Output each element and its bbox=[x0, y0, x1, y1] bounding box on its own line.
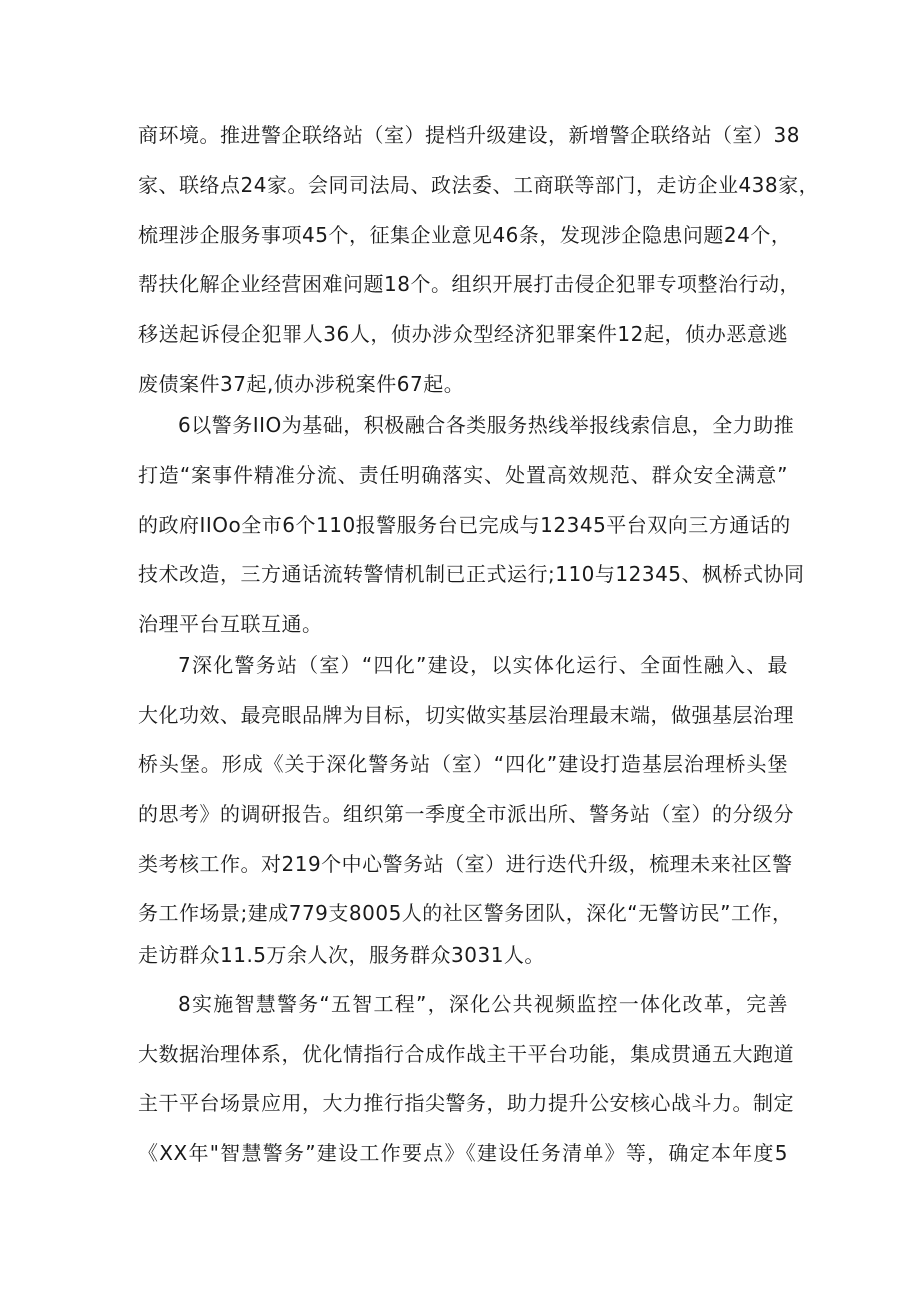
paragraph-line: 的思考》的调研报告。组织第一季度全市派出所、警务站（室）的分级分 bbox=[138, 802, 794, 826]
paragraph-line: 《XX年"智慧警务”建设工作要点》《建设任务清单》等，确定本年度5 bbox=[138, 1141, 788, 1165]
paragraph-line: 商环境。推进警企联络站（室）提档升级建设，新增警企联络站（室）38 bbox=[138, 123, 800, 147]
paragraph-line: 的政府IIOo全市6个110报警服务台已完成与12345平台双向三方通话的 bbox=[138, 513, 791, 537]
paragraph-line: 走访群众11.5万余人次，服务群众3031人。 bbox=[138, 943, 545, 967]
paragraph-line: 桥头堡。形成《关于深化警务站（室）“四化”建设打造基层治理桥头堡 bbox=[138, 752, 788, 776]
paragraph-line: 技术改造，三方通话流转警情机制已正式运行;110与12345、枫桥式协同 bbox=[138, 562, 805, 586]
paragraph-line: 8实施智慧警务“五智工程”，深化公共视频监控一体化改革，完善 bbox=[178, 992, 788, 1016]
paragraph-line: 移送起诉侵企犯罪人36人，侦办涉众型经济犯罪案件12起，侦办恶意逃 bbox=[138, 322, 788, 346]
paragraph-line: 治理平台互联互通。 bbox=[138, 612, 323, 636]
paragraph-line: 主干平台场景应用，大力推行指尖警务，助力提升公安核心战斗力。制定 bbox=[138, 1091, 794, 1115]
paragraph-line: 废债案件37起,侦办涉税案件67起。 bbox=[138, 372, 465, 396]
paragraph-line: 7深化警务站（室）“四化”建设，以实体化运行、全面性融入、最 bbox=[178, 653, 788, 677]
paragraph-line: 梳理涉企服务事项45个，征集企业意见46条，发现涉企隐患问题24个， bbox=[138, 223, 792, 247]
paragraph-line: 帮扶化解企业经营困难问题18个。组织开展打击侵企犯罪专项整治行动， bbox=[138, 272, 800, 296]
paragraph-line: 家、联络点24家。会同司法局、政法委、工商联等部门，走访企业438家， bbox=[138, 173, 820, 197]
paragraph-line: 6以警务IIO为基础，积极融合各类服务热线举报线索信息，全力助推 bbox=[178, 413, 795, 437]
paragraph-line: 大数据治理体系，优化情指行合成作战主干平台功能，集成贯通五大跑道 bbox=[138, 1042, 794, 1066]
paragraph-line: 大化功效、最亮眼品牌为目标，切实做实基层治理最末端，做强基层治理 bbox=[138, 703, 794, 727]
paragraph-line: 类考核工作。对219个中心警务站（室）进行迭代升级，梳理未来社区警 bbox=[138, 852, 793, 876]
paragraph-line: 打造“案事件精准分流、责任明确落实、处置高效规范、群众安全满意” bbox=[138, 463, 788, 487]
paragraph-line: 务工作场景;建成779支8005人的社区警务团队，深化“无警访民”工作， bbox=[138, 901, 793, 925]
